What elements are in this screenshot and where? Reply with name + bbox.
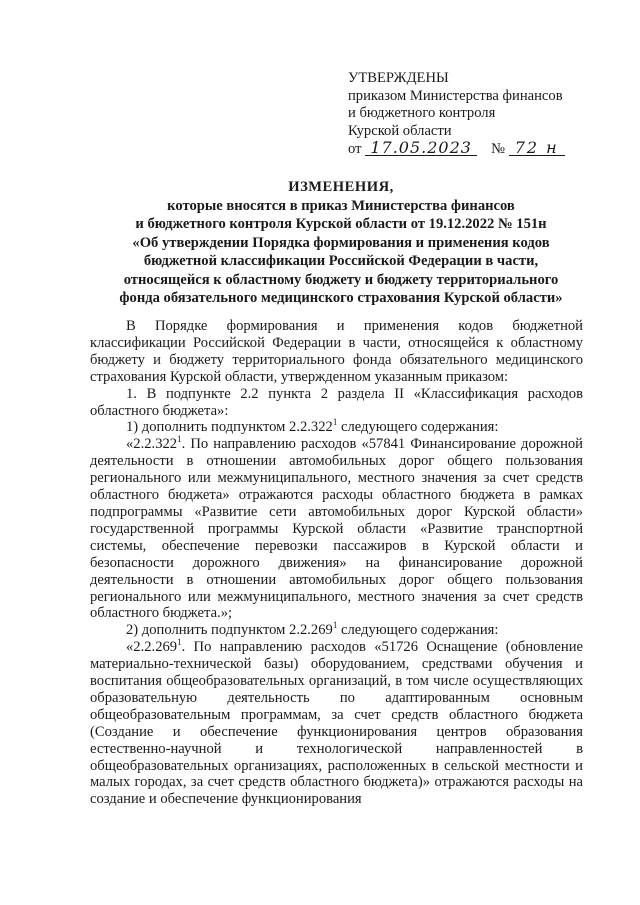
approval-line: Курской области bbox=[348, 122, 452, 139]
document-body bbox=[90, 318, 583, 808]
item-paragraph: 1. В подпункте 2.2 пункта 2 раздела II «Классификация расходов областного бюджета»: bbox=[90, 385, 583, 419]
quote-paragraph: «2.2.322$^1$. По направлению расходов «57841 Финансирование дорожной деятельности в отношении автомобильных дорог общего пользования регионального или межмуниципального, местного значения за счет средств областного бюджета» отражаются расходы областного бюджета в рамках подпрограммы «Развитие сети автомобильных дорог Курской области» государственной программы Курской области «Развитие транспортной системы, обеспечение перевозки пассажиров в Курской области и безопасности дорожного движения» на финансирование дорожной деятельности в отношении автомобильных дорог общего пользования регионального или межмуниципального, местного значения за счет средств областного бюджета.»; bbox=[90, 434, 583, 622]
intro-paragraph: В Порядке формирования и применения кодов бюджетной классификации Российской Федерации в части, относящейся к областному бюджету и бюджету территориального фонда обязательного медицинского страхования Курской области, утвержденном указанным приказом: bbox=[90, 318, 583, 385]
approval-date-line bbox=[348, 140, 608, 159]
title-heading: ИЗМЕНЕНИЯ, bbox=[288, 179, 394, 195]
subitem-paragraph: 1) дополнить подпунктом 2.2.322$^1$ следующего содержания: bbox=[126, 417, 499, 436]
title-line: и бюджетного контроля Курской области от 19.12.2022 № 151н bbox=[135, 216, 547, 232]
title-line: которые вносятся в приказ Министерства финансов bbox=[167, 197, 515, 214]
document-title bbox=[90, 178, 592, 308]
approval-line: приказом Министерства финансов bbox=[348, 87, 563, 104]
date-prefix: от bbox=[348, 141, 362, 157]
handwritten-number: 72 н bbox=[509, 140, 565, 156]
handwritten-date: 17.05.2023 bbox=[365, 140, 477, 156]
number-prefix: № bbox=[491, 141, 506, 157]
approval-heading: УТВЕРЖДЕНЫ bbox=[348, 70, 449, 86]
approval-stamp bbox=[348, 70, 608, 159]
title-line: «Об утверждении Порядка формирования и применения кодов bbox=[132, 234, 550, 251]
title-line: бюджетной классификации Российской Федерации в части, bbox=[143, 253, 539, 269]
title-line: относящейся к областному бюджету и бюджету территориального bbox=[123, 271, 559, 288]
title-line: фонда обязательного медицинского страхования Курской области» bbox=[119, 290, 563, 306]
subitem-paragraph: 2) дополнить подпунктом 2.2.269$^1$ следующего содержания: bbox=[126, 620, 499, 639]
approval-line: и бюджетного контроля bbox=[348, 105, 496, 121]
quote-paragraph: «2.2.269$^1$. По направлению расходов «51726 Оснащение (обновление материально-технической базы) оборудованием, средствами обучения и воспитания общеобразовательных организаций, в том числе осуществляющих образовательную деятельность по адаптированным основным общеобразовательным программам, за счет средств областного бюджета (Создание и обеспечение функционирования центров образования естественно-научной и технологической направленностей в общеобразовательных организациях, расположенных в сельской местности и малых городах, за счет средств областного бюджета)» отражаются расходы на создание и обеспечение функционирования bbox=[90, 637, 583, 808]
